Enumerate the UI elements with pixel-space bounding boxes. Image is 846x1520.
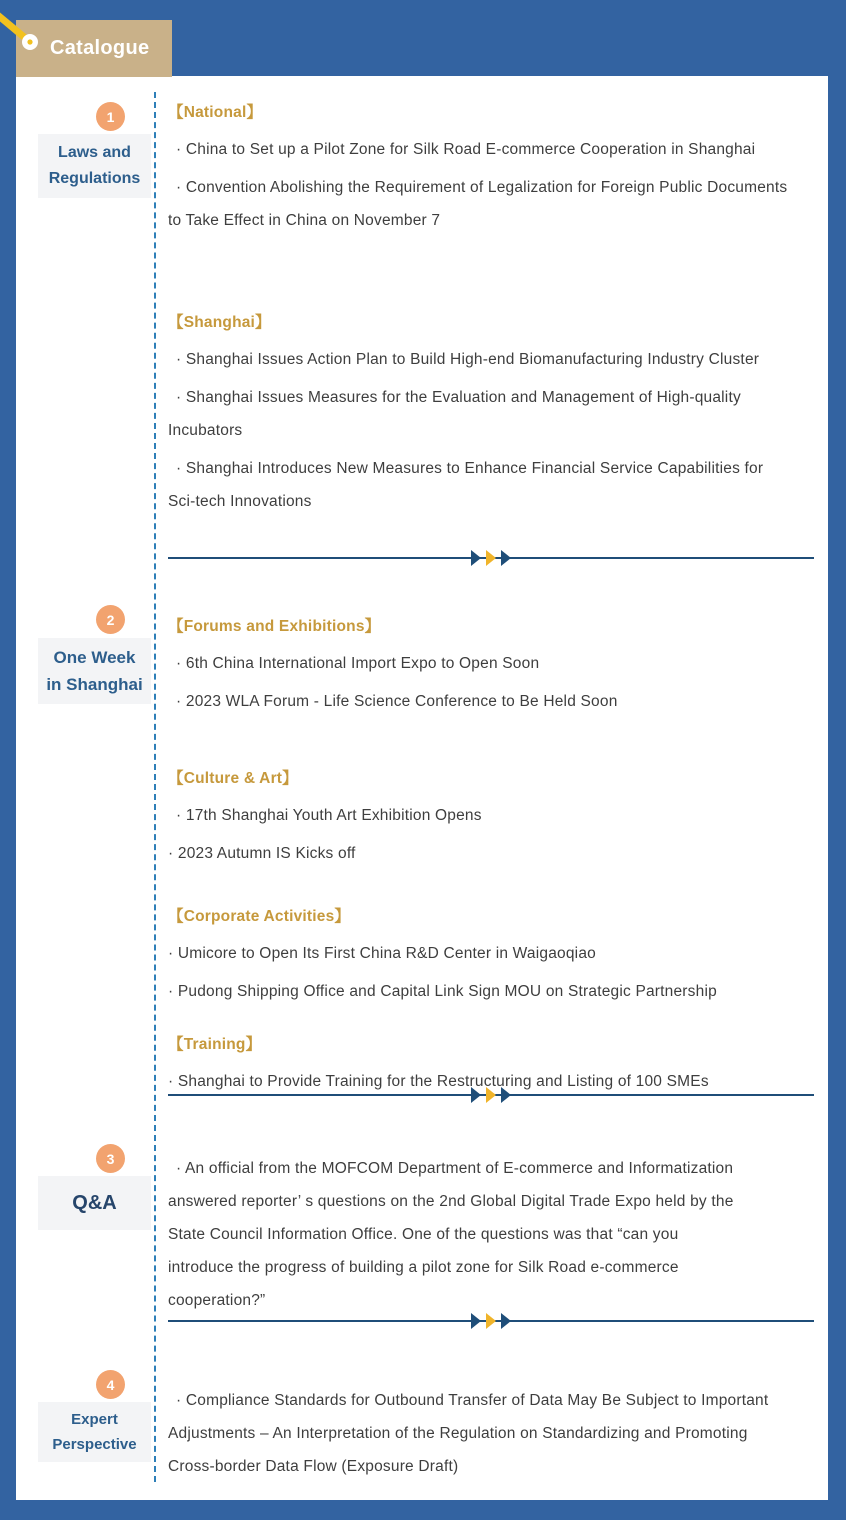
section-number-badge <box>96 1144 125 1173</box>
section-group-shanghai <box>168 306 788 523</box>
section-number: 2 <box>106 611 115 628</box>
divider-arrows-icon <box>471 1087 511 1103</box>
section-group-forums-exhibitions <box>168 610 788 723</box>
section-qa-content <box>168 1152 748 1322</box>
catalogue-item: · Shanghai Introduces New Measures to Enhance Financial Service Capabilities for Sci-tech Innovations <box>168 460 764 510</box>
section-number: 1 <box>106 108 115 125</box>
section-divider <box>168 557 814 559</box>
section-number: 4 <box>106 1376 115 1393</box>
group-heading: 【Corporate Activities】 <box>168 908 351 925</box>
catalogue-item: · Pudong Shipping Office and Capital Link Sign MOU on Strategic Partnership <box>168 983 717 1000</box>
section-group-culture-art <box>168 762 788 875</box>
catalogue-item: · 2023 WLA Forum - Life Science Conference to Be Held Soon <box>176 693 618 710</box>
divider-arrows-icon <box>471 550 511 566</box>
sidebar-item-qa <box>38 1176 151 1230</box>
sidebar-item-one-week-in-shanghai <box>38 638 151 704</box>
group-heading: 【Culture & Art】 <box>168 770 298 787</box>
arrow-right-icon <box>471 1313 481 1329</box>
section-divider <box>168 1320 814 1322</box>
corner-ribbon-icon <box>0 0 70 70</box>
catalogue-item: · 17th Shanghai Youth Art Exhibition Opens <box>176 807 482 824</box>
sidebar-item-laws-and-regulations <box>38 134 151 198</box>
label-line: Q&A <box>72 1192 117 1214</box>
label-line: One Week <box>53 648 136 667</box>
catalogue-item: · Shanghai Issues Measures for the Evaluation and Management of High-quality Incubators <box>168 389 741 439</box>
section-group-corporate-activities <box>168 900 788 1013</box>
group-heading: 【National】 <box>168 104 263 121</box>
arrow-right-icon <box>501 1313 511 1329</box>
arrow-right-icon <box>486 550 496 566</box>
arrow-right-icon <box>486 1087 496 1103</box>
catalogue-item: · Umicore to Open Its First China R&D Center in Waigaoqiao <box>168 945 596 962</box>
arrow-right-icon <box>471 550 481 566</box>
catalogue-paragraph: · An official from the MOFCOM Department of E-commerce and Informatization answered reporter’ s questions on the 2nd Global Digital Trade Expo held by the State Council Information Office. One of the questions was that “can you introduce the progress of building a pilot zone for Silk Road e-commerce cooperation?” <box>168 1160 734 1309</box>
section-group-national <box>168 96 788 242</box>
catalogue-title: Catalogue <box>50 37 150 59</box>
label-line: Regulations <box>48 170 141 187</box>
section-divider <box>168 1094 814 1096</box>
catalogue-item: · China to Set up a Pilot Zone for Silk Road E-commerce Cooperation in Shanghai <box>176 141 756 158</box>
label-line: Laws and <box>58 144 131 161</box>
catalogue-item: · Convention Abolishing the Requirement of Legalization for Foreign Public Documents to Take Effect in China on November 7 <box>168 179 788 229</box>
arrow-right-icon <box>501 550 511 566</box>
catalogue-item: · Shanghai Issues Action Plan to Build High-end Biomanufacturing Industry Cluster <box>176 351 760 368</box>
sidebar-item-expert-perspective <box>38 1402 151 1462</box>
section-number: 3 <box>106 1150 115 1167</box>
group-heading: 【Training】 <box>168 1036 262 1053</box>
label-line: in Shanghai <box>46 675 143 694</box>
section-expert-perspective-content <box>168 1384 788 1488</box>
catalogue-item: · Shanghai to Provide Training for the Restructuring and Listing of 100 SMEs <box>168 1073 709 1090</box>
group-heading: 【Forums and Exhibitions】 <box>168 618 381 635</box>
label-line: Expert <box>71 1411 118 1428</box>
catalogue-item: · 2023 Autumn IS Kicks off <box>168 845 356 862</box>
section-number-badge <box>96 1370 125 1399</box>
section-number-badge <box>96 102 125 131</box>
arrow-right-icon <box>471 1087 481 1103</box>
catalogue-paragraph: · Compliance Standards for Outbound Transfer of Data May Be Subject to Important Adjustments – An Interpretation of the Regulation on Standardizing and Promoting Cross-border Data Flow (Exposure Draft) <box>168 1392 769 1475</box>
vertical-dashed-divider <box>154 92 156 1482</box>
label-line: Perspective <box>52 1436 137 1453</box>
divider-arrows-icon <box>471 1313 511 1329</box>
arrow-right-icon <box>501 1087 511 1103</box>
content-card <box>16 76 828 1500</box>
catalogue-item: · 6th China International Import Expo to Open Soon <box>176 655 540 672</box>
group-heading: 【Shanghai】 <box>168 314 271 331</box>
arrow-right-icon <box>486 1313 496 1329</box>
section-number-badge <box>96 605 125 634</box>
